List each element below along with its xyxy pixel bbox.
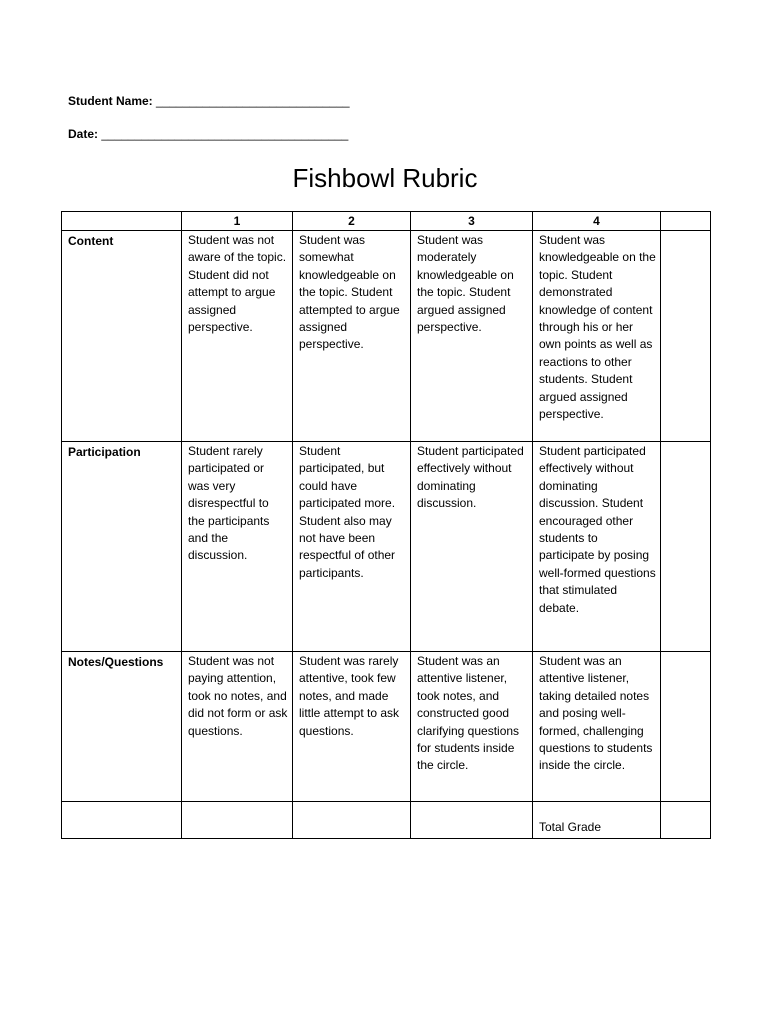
cell-content-points[interactable] bbox=[661, 231, 711, 442]
cell-content-4: Student was knowledgeable on the topic. Student demonstrated knowledge of content through his or her own points as well as reactions to other students. Student argued assigned perspective. bbox=[533, 231, 661, 442]
row-label-participation: Participation bbox=[62, 442, 182, 652]
row-label-notes-questions: Notes/Questions bbox=[62, 652, 182, 802]
cell-participation-points[interactable] bbox=[661, 442, 711, 652]
date-field[interactable] bbox=[68, 127, 348, 141]
page-title: Fishbowl Rubric bbox=[292, 163, 478, 193]
total-cell-empty-3 bbox=[411, 802, 533, 839]
cell-content-2: Student was somewhat knowledgeable on the topic. Student attempted to argue assigned perspective. bbox=[293, 231, 411, 442]
cell-participation-2: Student participated, but could have participated more. Student also may not have been respectful of other participants. bbox=[293, 442, 411, 652]
table-row-total bbox=[62, 802, 711, 839]
header-cell-score-3: 3 bbox=[411, 212, 533, 231]
table-row bbox=[62, 652, 711, 802]
cell-notes-2: Student was rarely attentive, took few notes, and made little attempt to ask questions. bbox=[293, 652, 411, 802]
student-name-blank[interactable]: _____________________________ bbox=[156, 94, 350, 108]
row-label-content: Content bbox=[62, 231, 182, 442]
header-cell-blank bbox=[62, 212, 182, 231]
header-cell-score-1: 1 bbox=[182, 212, 293, 231]
total-cell-empty-2 bbox=[293, 802, 411, 839]
cell-content-1: Student was not aware of the topic. Student did not attempt to argue assigned perspective. bbox=[182, 231, 293, 442]
student-name-field[interactable] bbox=[68, 94, 350, 108]
student-name-label: Student Name: bbox=[68, 94, 153, 108]
total-grade-value[interactable] bbox=[661, 802, 711, 839]
total-cell-empty-1 bbox=[182, 802, 293, 839]
table-header-row bbox=[62, 212, 711, 231]
cell-notes-4: Student was an attentive listener, taking detailed notes and posing well-formed, challenging questions to students inside the circle. bbox=[533, 652, 661, 802]
cell-participation-3: Student participated effectively without dominating discussion. bbox=[411, 442, 533, 652]
date-label: Date: bbox=[68, 127, 99, 141]
total-grade-label: Total Grade bbox=[533, 802, 661, 839]
cell-notes-points[interactable] bbox=[661, 652, 711, 802]
cell-content-3: Student was moderately knowledgeable on the topic. Student argued assigned perspective. bbox=[411, 231, 533, 442]
table-row bbox=[62, 231, 711, 442]
cell-notes-1: Student was not paying attention, took no notes, and did not form or ask questions. bbox=[182, 652, 293, 802]
total-cell-empty-0 bbox=[62, 802, 182, 839]
cell-participation-1: Student rarely participated or was very disrespectful to the participants and the discussion. bbox=[182, 442, 293, 652]
table-row bbox=[62, 442, 711, 652]
header-cell-score-4: 4 bbox=[533, 212, 661, 231]
date-blank[interactable]: _____________________________________ bbox=[101, 127, 349, 141]
cell-participation-4: Student participated effectively without dominating discussion. Student encouraged other students to participate by posing well-formed questions that stimulated debate. bbox=[533, 442, 661, 652]
cell-notes-3: Student was an attentive listener, took notes, and constructed good clarifying questions for students inside the circle. bbox=[411, 652, 533, 802]
header-cell-score-2: 2 bbox=[293, 212, 411, 231]
rubric-table bbox=[61, 211, 711, 839]
header-cell-points bbox=[661, 212, 711, 231]
